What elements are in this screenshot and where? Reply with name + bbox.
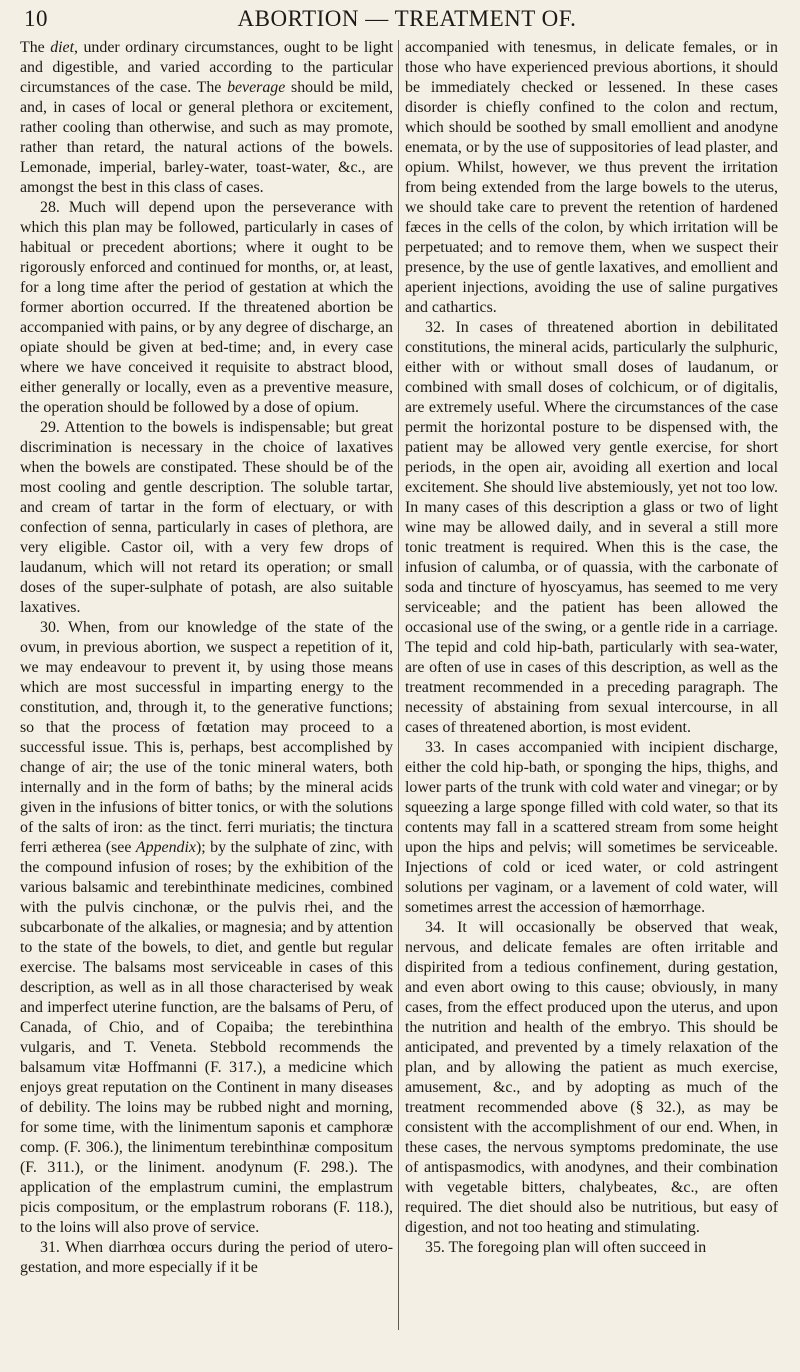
running-head: ABORTION — TREATMENT OF. [237, 6, 577, 31]
paragraph: accompanied with tenesmus, in delicate females, or in those who have experienced previous abortions, it should be immediately checked or lessened. In these cases disorder is chiefly confined to the colon and rectum, which should be soothed by small emollient and anodyne enemata, or by the use of suppositories of lead plaster, and opium. Whilst, however, we thus prevent the irritation from being extended from the large bowels to the uterus, we should take care to prevent the retention of hardened fæces in the cells of the colon, by which irritation will be perpetuated; and to remove them, when we suspect their presence, by the use of gentle laxatives, and emollient and aperient injections, avoiding the use of saline purgatives and cathartics. [405, 39, 778, 316]
paragraph: 32. In cases of threatened abortion in debilitated constitutions, the mineral acids, particularly the sulphuric, either with or without small doses of laudanum, or combined with small doses of colchicum, or of digitalis, are extremely useful. Where the circumstances of the case permit the horizontal posture to be dispensed with, the patient may be allowed very gentle exercise, for short periods, in the open air, avoiding all exertion and local excitement. She should live abstemiously, yet not too low. In many cases of this description a glass or two of light wine may be allowed daily, and in several a still more tonic treatment is required. When this is the case, the infusion of calumba, or of quassia, with the carbonate of soda and tincture of hyoscyamus, has seemed to me very serviceable; and the patient has been allowed the occasional use of the swing, or a gentle ride in a carriage. The tepid and cold hip-bath, particularly with sea-water, are often of use in cases of this description, as well as the treatment recommended in a preceding paragraph. The necessity of abstaining from sexual intercourse, in all cases of threatened abortion, is most evident. [405, 319, 778, 736]
paragraph: 35. The foregoing plan will often succeed in [425, 1239, 707, 1256]
paragraph: The diet, under ordinary circumstances, ought to be light and digestible, and varied according to the particular circumstances of the case. The beverage should be mild, and, in cases of local or general plethora or excitement, rather cooling than otherwise, and such as may promote, rather than retard, the natural actions of the bowels. Lemonade, imperial, barley-water, toast-water, &c., are amongst the best in this class of cases. [20, 39, 393, 196]
page-header [16, 6, 784, 34]
paragraph: 29. Attention to the bowels is indispensable; but great discrimination is necessary in the choice of laxatives when the bowels are constipated. These should be of the most cooling and gentle description. The soluble tartar, and cream of tartar in the form of electuary, or with confection of senna, particularly in cases of plethora, are very eligible. Castor oil, with a very few drops of laudanum, which will not retard its operation; or small doses of the super-sulphate of potash, are also suitable laxatives. [20, 419, 393, 616]
paragraph: 34. It will occasionally be observed that weak, nervous, and delicate females are often irritable and dispirited from a tedious confinement, during gestation, and even abort owing to this cause; obviously, in many cases, from the effect produced upon the uterus, and upon the nutrition and health of the embryo. This should be anticipated, and prevented by a timely relaxation of the plan, and by allowing the patient as much exercise, amusement, &c., and by adopting as much of the treatment recommended above (§ 32.), as may be consistent with the accomplishment of our end. When, in these cases, the nervous symptoms predominate, the use of antispasmodics, with anodynes, and their combination with vegetable bitters, chalybeates, &c., are often required. The diet should also be nutritious, but easy of digestion, and not too heating and stimulating. [405, 919, 778, 1236]
paragraph: 30. When, from our knowledge of the state of the ovum, in previous abortion, we suspect a repetition of it, we may endeavour to prevent it, by using those means which are most successful in imparting energy to the constitution, and, through it, to the generative functions; so that the process of fœtation may proceed to a successful issue. This is, perhaps, best accomplished by change of air; the use of the tonic mineral waters, both internally and in the form of baths; by the mineral acids given in the infusions of bitter tonics, or with the solutions of the salts of iron: as the tinct. ferri muriatis; the tinctura ferri ætherea (see Appendix); by the sulphate of zinc, with the compound infusion of roses; by the exhibition of the various balsamic and terebinthinate medicines, combined with the pulvis cinchonæ, or the pulvis rhei, and the subcarbonate of the alkalies, or magnesia; and by attention to the state of the bowels, to diet, and gentle but regular exercise. The balsams most serviceable in cases of this description, as well as in all those characterised by weak and imperfect uterine function, are the balsams of Peru, of Canada, of Chio, and of Copaiba; the terebinthina vulgaris, and T. Veneta. Stebbold recommends the balsamum vitæ Hoffmanni (F. 317.), a medicine which enjoys great reputation on the Continent in many diseases of debility. The loins may be rubbed night and morning, for some time, with the linimentum saponis et camphoræ comp. (F. 306.), the linimentum terebinthinæ compositum (F. 311.), or the liniment. anodynum (F. 298.). The application of the emplastrum cumini, the emplastrum picis compositum, or the emplastrum roborans (F. 118.), to the loins will also prove of service. [20, 619, 393, 1236]
paragraph: 28. Much will depend upon the perseverance with which this plan may be followed, particularly in cases of habitual or precedent abortions; where it ought to be rigorously enforced and continued for months, or, at least, for a long time after the period of gestation at which the former abortion occurred. If the threatened abortion be accompanied with pains, or by any degree of discharge, an opiate should be given at bed-time; and, in every case where we have conceived it requisite to abstract blood, either generally or locally, even as a preventive measure, the operation should be followed by a dose of opium. [20, 199, 393, 416]
page-number: 10 [24, 6, 48, 31]
right-column [405, 38, 778, 1258]
column-rule [398, 40, 399, 1330]
left-column [20, 38, 393, 1278]
paragraph: 31. When diarrhœa occurs during the period of utero-gestation, and more especially if it be [20, 1239, 393, 1276]
paragraph: 33. In cases accompanied with incipient discharge, either the cold hip-bath, or sponging the hips, thighs, and lower parts of the trunk with cold water and vinegar; or by squeezing a large sponge filled with cold water, so that its contents may fall in a scattered stream from some height upon the hips and pelvis; will sometimes be serviceable. Injections of cold or iced water, or cold astringent solutions per vaginam, or a lavement of cold water, will sometimes arrest the accession of hæmorrhage. [405, 739, 778, 916]
